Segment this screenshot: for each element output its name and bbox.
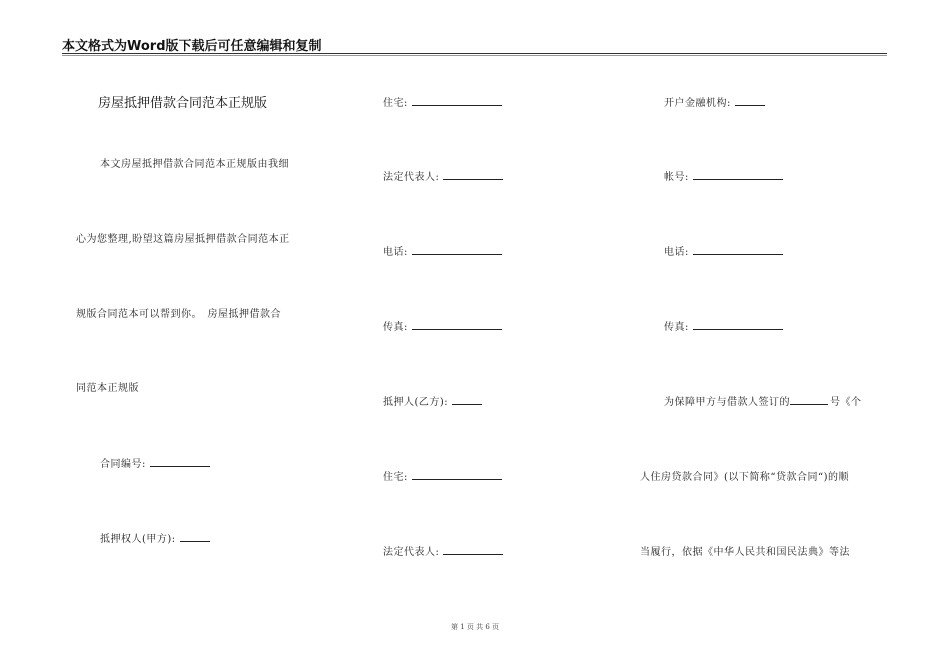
para-line-3: 当履行，依据《中华人民共和国民法典》等法 xyxy=(640,547,850,558)
phone-blank-2 xyxy=(693,244,783,255)
fax-label-2: 传真: xyxy=(664,322,689,333)
fax-blank-1 xyxy=(412,319,502,330)
residence-blank-1 xyxy=(412,95,502,106)
page-footer: 第 1 页 共 6 页 xyxy=(450,623,500,631)
legal-rep-field-1 xyxy=(383,168,503,183)
residence-blank-2 xyxy=(412,469,502,480)
intro-line-3: 规版合同范本可以帮到你。 房屋抵押借款合 xyxy=(76,309,281,320)
legal-rep-blank-2 xyxy=(443,544,503,555)
document-title: 房屋抵押借款合同范本正规版 xyxy=(98,96,268,111)
mortgagor-field xyxy=(383,393,482,408)
contract-number-blank xyxy=(150,456,210,467)
bank-field xyxy=(664,94,765,109)
fax-blank-2 xyxy=(693,319,783,330)
loan-number-blank xyxy=(790,394,828,405)
para-line-1-a: 为保障甲方与借款人签订的 xyxy=(664,397,790,408)
page-header xyxy=(62,33,887,54)
fax-label-1: 传真: xyxy=(383,322,408,333)
para-line-1-b: 号《个 xyxy=(830,397,862,408)
legal-rep-blank-1 xyxy=(443,169,503,180)
legal-rep-label-2: 法定代表人: xyxy=(383,547,440,558)
contract-number-label: 合同编号: xyxy=(100,459,146,470)
header-text: 本文格式为Word版下载后可任意编辑和复制 xyxy=(62,39,322,54)
phone-label-2: 电话: xyxy=(664,247,689,258)
residence-label-1: 住宅: xyxy=(383,98,408,109)
phone-field-1 xyxy=(383,243,502,258)
phone-label-1: 电话: xyxy=(383,247,408,258)
account-field xyxy=(664,168,783,183)
contract-number-field xyxy=(100,455,210,470)
account-label: 帐号: xyxy=(664,172,689,183)
fax-field-2 xyxy=(664,318,783,333)
fax-field-1 xyxy=(383,318,502,333)
intro-line-1: 本文房屋抵押借款合同范本正规版由我细 xyxy=(100,159,289,170)
mortgagor-label: 抵押人(乙方): xyxy=(383,397,449,408)
residence-field-2 xyxy=(383,468,502,483)
phone-field-2 xyxy=(664,243,783,258)
mortgagor-blank xyxy=(452,394,482,405)
para-line-1 xyxy=(664,393,862,408)
mortgagee-label: 抵押权人(甲方): xyxy=(100,534,176,545)
mortgagee-field xyxy=(100,530,210,545)
phone-blank-1 xyxy=(412,244,502,255)
account-blank xyxy=(693,169,783,180)
para-line-2: 人住房贷款合同》(以下简称“贷款合同“)的顺 xyxy=(640,472,850,483)
intro-line-4: 同范本正规版 xyxy=(76,383,139,394)
bank-blank xyxy=(735,95,765,106)
header-divider xyxy=(62,55,887,56)
legal-rep-label-1: 法定代表人: xyxy=(383,172,440,183)
bank-label: 开户金融机构: xyxy=(664,98,731,109)
residence-field-1 xyxy=(383,94,502,109)
residence-label-2: 住宅: xyxy=(383,472,408,483)
intro-line-2: 心为您整理,盼望这篇房屋抵押借款合同范本正 xyxy=(76,234,290,245)
legal-rep-field-2 xyxy=(383,543,503,558)
mortgagee-blank xyxy=(180,531,210,542)
